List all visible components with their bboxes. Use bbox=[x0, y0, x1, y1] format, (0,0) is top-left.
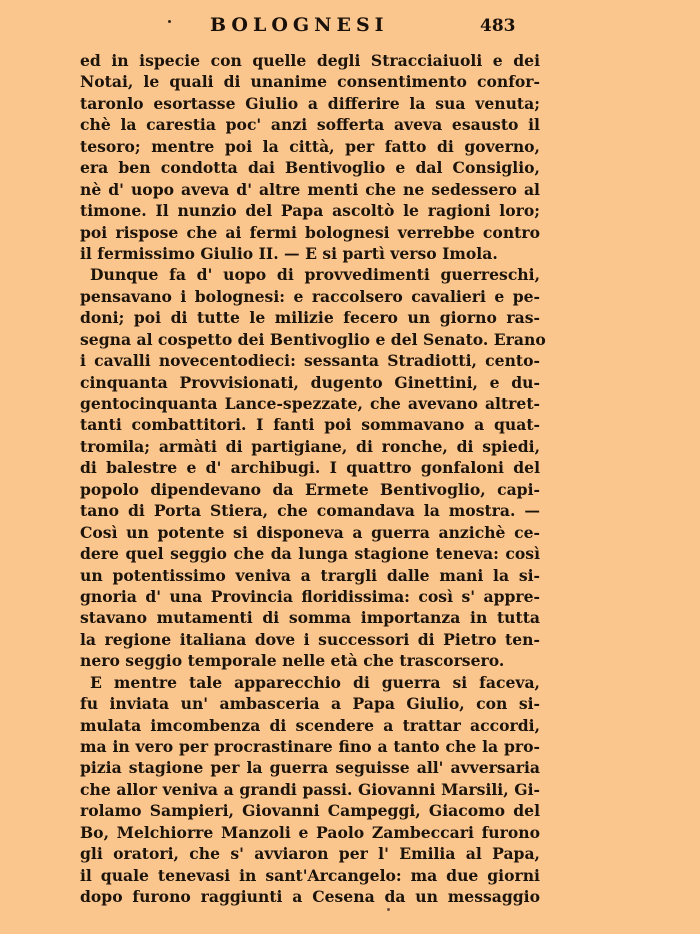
text-line: Così un potente si disponeva a guerra anzichè ce- bbox=[80, 522, 540, 542]
text-line: gentocinquanta Lance-spezzate, che avevano altret- bbox=[80, 394, 540, 413]
paragraph bbox=[80, 264, 546, 671]
text-line: popolo dipendevano da Ermete Bentivoglio, capi- bbox=[80, 479, 540, 499]
text-line: Bo, Melchiorre Manzoli e Paolo Zambeccari furono bbox=[80, 822, 540, 842]
text-line: Dunque fa d' uopo di provvedimenti guerreschi, bbox=[90, 265, 540, 285]
text-line: pizia stagione per la guerra seguisse all' avversaria bbox=[80, 758, 540, 778]
paragraph bbox=[80, 672, 540, 908]
text-line: il quale tenevasi in sant'Arcangelo: ma due giorni bbox=[80, 865, 540, 885]
text-line: timone. Il nunzio del Papa ascoltò le ragioni loro; bbox=[80, 201, 540, 221]
text-line: un potentissimo veniva a trargli dalle mani la si- bbox=[80, 565, 540, 585]
text-line: pensavano i bolognesi: e raccolsero cavalieri e pe- bbox=[80, 286, 540, 306]
text-line: di balestre e d' archibugi. I quattro gonfaloni del bbox=[80, 458, 540, 478]
text-line: che allor veniva a grandi passi. Giovanni Marsili, Gi- bbox=[80, 779, 540, 799]
text-line: tromila; armàti di partigiane, di ronche, di spiedi, bbox=[80, 436, 540, 456]
text-line: tano di Porta Stiera, che comandava la mostra. — bbox=[80, 501, 540, 521]
paragraph bbox=[80, 50, 540, 264]
text-line: gli oratori, che s' avviaron per l' Emilia al Papa, bbox=[80, 844, 540, 864]
text-line: segna al cospetto dei Bentivoglio e del Senato. Erano bbox=[80, 329, 546, 349]
text-line: dopo furono raggiunti a Cesena da un messaggio bbox=[80, 887, 540, 907]
text-line: il fermissimo Giulio II. — E si partì verso Imola. bbox=[80, 243, 498, 263]
text-line: E mentre tale apparecchio di guerra si faceva, bbox=[90, 672, 540, 692]
text-line: tanti combattitori. I fanti poi sommavano a quat- bbox=[80, 415, 540, 435]
text-line: taronlo esortasse Giulio a differire la sua venuta; bbox=[80, 93, 540, 113]
text-line: cinquanta Provvisionati, dugento Ginettini, e du- bbox=[80, 372, 540, 392]
text-line: era ben condotta dai Bentivoglio e dal Consiglio, bbox=[80, 158, 540, 178]
text-line: nero seggio temporale nelle età che trascorsero. bbox=[80, 651, 505, 671]
text-line: nè d' uopo aveva d' altre menti che ne sedessero al bbox=[80, 179, 540, 199]
text-line: stavano mutamenti di somma importanza in tutta bbox=[80, 608, 540, 628]
text-line: gnoria d' una Provincia floridissima: così s' appre- bbox=[80, 586, 540, 606]
text-line: tesoro; mentre poi la città, per fatto di governo, bbox=[80, 136, 540, 156]
text-line: la regione italiana dove i successori di Pietro ten- bbox=[80, 629, 540, 649]
text-line: rolamo Sampieri, Giovanni Campeggi, Giacomo del bbox=[80, 801, 540, 821]
ink-speck bbox=[168, 20, 171, 23]
text-line: mulata imcombenza di scendere a trattar accordi, bbox=[80, 715, 540, 735]
text-line: chè la carestia poc' anzi sofferta aveva esausto il bbox=[80, 115, 540, 135]
text-line: dere quel seggio che da lunga stagione teneva: così bbox=[80, 544, 540, 564]
text-line: ma in vero per procrastinare fino a tanto che la pro- bbox=[80, 737, 540, 756]
ink-speck bbox=[387, 908, 390, 911]
text-line: i cavalli novecentodieci: sessanta Stradiotti, cento- bbox=[80, 351, 540, 371]
text-line: ed in ispecie con quelle degli Stracciaiuoli e dei bbox=[80, 51, 540, 70]
text-line: Notai, le quali di unanime consentimento confor- bbox=[80, 72, 540, 92]
running-head: BOLOGNESI bbox=[210, 14, 389, 36]
body-text bbox=[80, 50, 546, 908]
text-line: poi rispose che ai fermi bolognesi verrebbe contro bbox=[80, 222, 540, 242]
text-line: fu inviata un' ambasceria a Papa Giulio, con si- bbox=[80, 694, 540, 714]
page-header bbox=[0, 14, 700, 44]
text-line: doni; poi di tutte le milizie fecero un giorno ras- bbox=[80, 308, 540, 328]
page-number: 483 bbox=[480, 16, 516, 36]
